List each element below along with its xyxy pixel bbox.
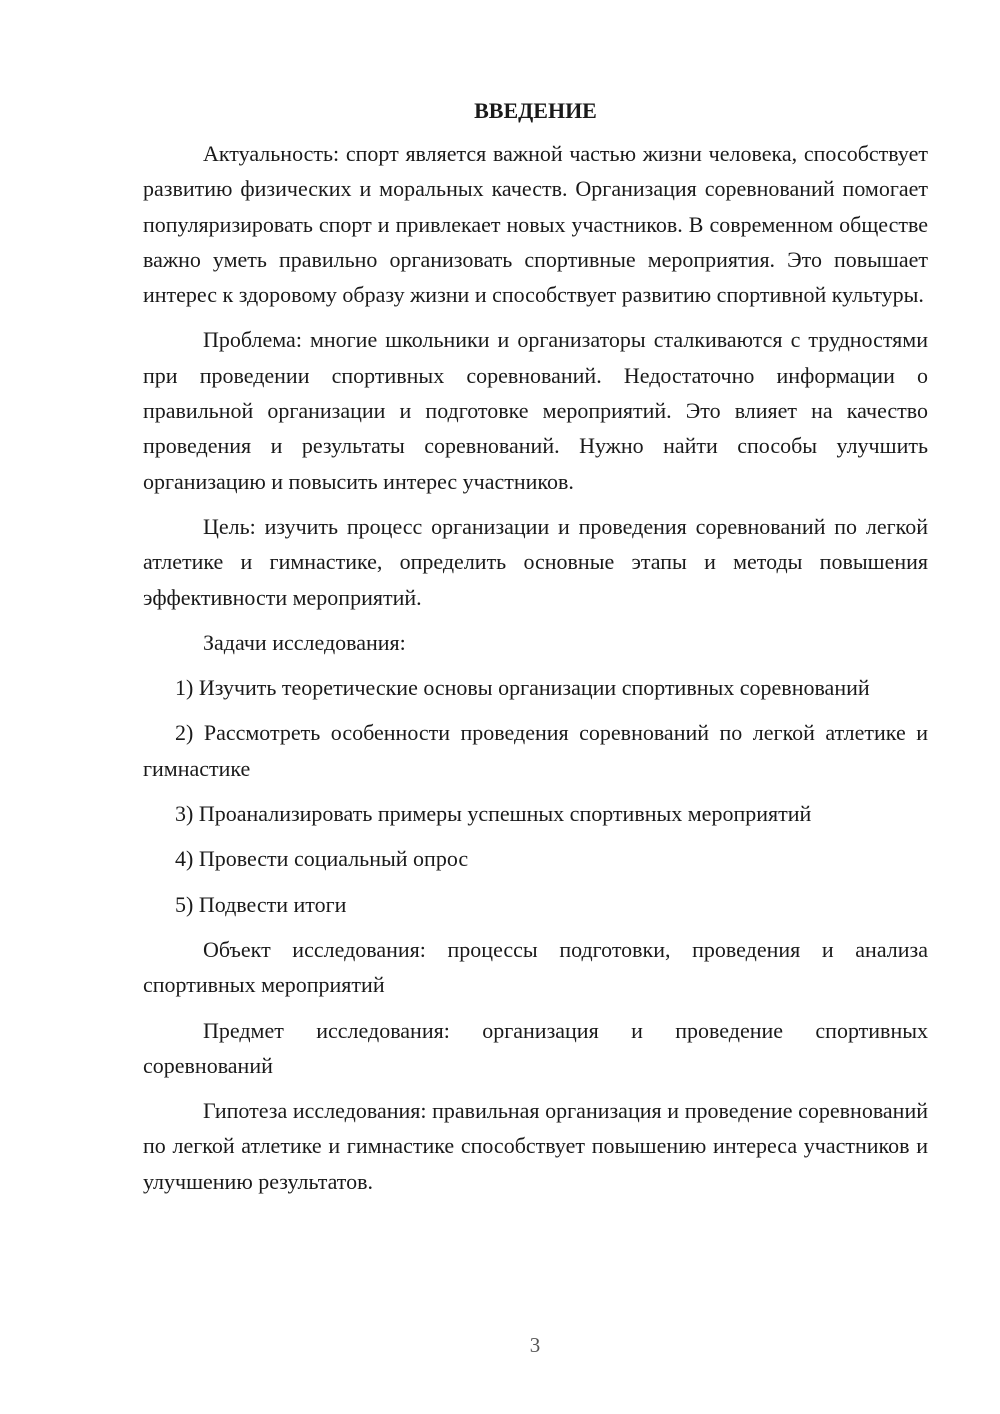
page-number: 3 — [529, 1333, 541, 1357]
goal-paragraph: Цель: изучить процесс организации и проведения соревнований по легкой атлетике и гимнастике, определить основные этапы и методы повышения эффективности мероприятий. — [143, 513, 928, 610]
object-paragraph: Объект исследования: процессы подготовки, проведения и анализа спортивных мероприятий — [143, 936, 928, 998]
document-body — [143, 96, 928, 1209]
task-item-1: 1) Изучить теоретические основы организации спортивных соревнований — [175, 675, 870, 701]
tasks-heading: Задачи исследования: — [203, 629, 406, 655]
problem-paragraph: Проблема: многие школьники и организаторы сталкиваются с трудностями при проведении спортивных соревнований. Недостаточно информации о правильной организации и подготовке мероприятий. Это влияет на качество проведения и результаты соревнований. Нужно найти способы улучшить организацию и повысить интерес участников. — [143, 327, 928, 494]
task-item-3: 3) Проанализировать примеры успешных спортивных мероприятий — [175, 801, 812, 827]
hypothesis-paragraph: Гипотеза исследования: правильная организация и проведение соревнований по легкой атлетике и гимнастике способствует повышению интереса участников и улучшению результатов. — [143, 1098, 928, 1194]
relevance-paragraph: Актуальность: спорт является важной частью жизни человека, способствует развитию физических и моральных качеств. Организация соревнований помогает популяризировать спорт и привлекает новых участников. В современном обществе важно уметь правильно организовать спортивные мероприятия. Это повышает интерес к здоровому образу жизни и способствует развитию спортивной культуры. — [143, 141, 928, 308]
task-item-4: 4) Провести социальный опрос — [175, 846, 469, 872]
section-title: ВВЕДЕНИЕ — [474, 98, 597, 123]
task-item-2: 2) Рассмотреть особенности проведения соревнований по легкой атлетике и гимнастике — [143, 720, 928, 781]
task-item-5: 5) Подвести итоги — [175, 891, 347, 917]
subject-paragraph: Предмет исследования: организация и проведение спортивных соревнований — [143, 1017, 928, 1078]
